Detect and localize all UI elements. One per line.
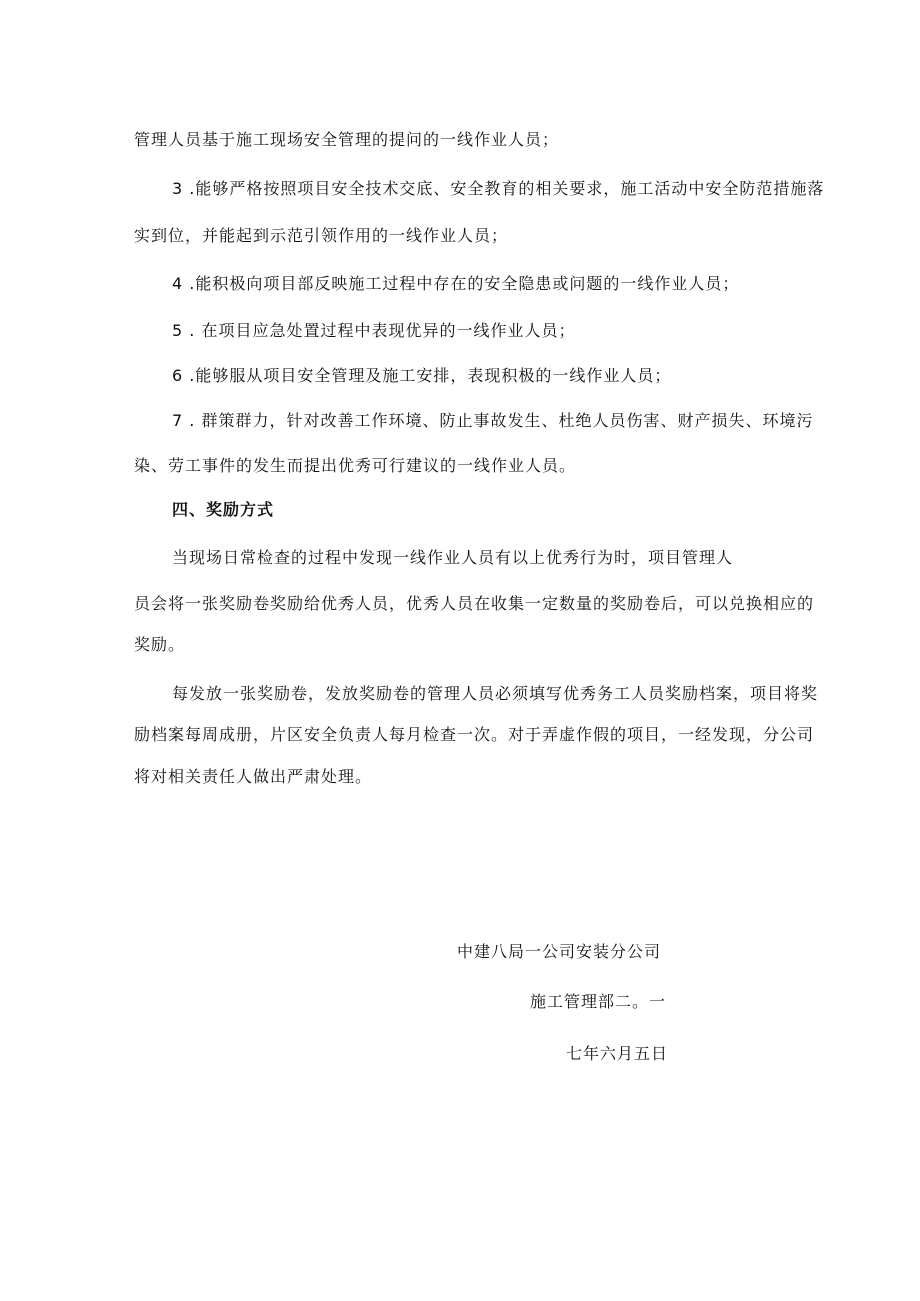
section-heading-reward-method: 四、奖励方式: [172, 500, 275, 519]
paragraph-2-line-2: 励档案每周成册，片区安全负责人每月检查一次。对于弄虚作假的项目，一经发现，分公司: [134, 725, 815, 744]
paragraph-2-line-1: 每发放一张奖励卷，发放奖励卷的管理人员必须填写优秀务工人员奖励档案，项目将奖: [172, 684, 819, 703]
paragraph-1-line-1: 当现场日常检查的过程中发现一线作业人员有以上优秀行为时，项目管理人: [172, 548, 734, 567]
signature-department: 施工管理部二。一: [530, 992, 667, 1011]
body-line-1: 管理人员基于施工现场安全管理的提问的一线作业人员；: [134, 130, 560, 149]
list-item-3-line-2: 实到位，并能起到示范引领作用的一线作业人员；: [134, 226, 509, 245]
paragraph-2-line-3: 将对相关责任人做出严肃处理。: [134, 767, 373, 786]
list-item-6: 6 .能够服从项目安全管理及施工安排，表现积极的一线作业人员；: [172, 366, 672, 385]
paragraph-1-line-3: 奖励。: [134, 635, 186, 654]
signature-date: 七年六月五日: [566, 1044, 669, 1063]
list-item-7-line-1: 7 . 群策群力，针对改善工作环境、防止事故发生、杜绝人员伤害、财产损失、环境污: [172, 411, 814, 430]
list-item-4: 4 .能积极向项目部反映施工过程中存在的安全隐患或问题的一线作业人员；: [172, 274, 740, 293]
list-item-5: 5 . 在项目应急处置过程中表现优异的一线作业人员；: [172, 321, 576, 340]
paragraph-1-line-2: 员会将一张奖励卷奖励给优秀人员，优秀人员在收集一定数量的奖励卷后，可以兑换相应的: [134, 594, 815, 613]
list-item-3-line-1: 3 .能够严格按照项目安全技术交底、安全教育的相关要求，施工活动中安全防范措施落: [172, 179, 825, 198]
signature-organization: 中建八局一公司安装分公司: [457, 942, 662, 961]
list-item-7-line-2: 染、劳工事件的发生而提出优秀可行建议的一线作业人员。: [134, 456, 577, 475]
